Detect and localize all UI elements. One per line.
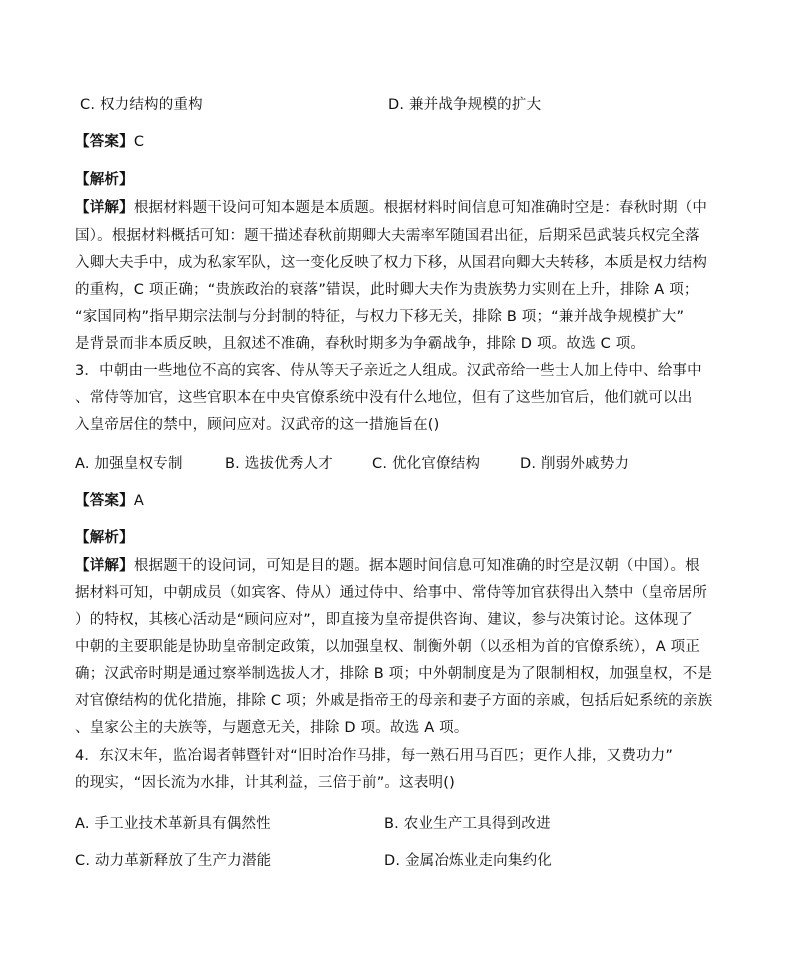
q3-stem-line-1: 3．中朝由一些地位不高的宾客、侍从等天子亲近之人组成。汉武帝给一些士人加上侍中、给事中 <box>75 363 702 379</box>
q4-option-b: B. 农业生产工具得到改进 <box>384 816 551 832</box>
q3-detail-line-6: 对官僚结构的优化措施，排除 C 项；外戚是指帝王的母亲和妻子方面的亲戚，包括后妃系统的亲族 <box>75 693 713 709</box>
q3-detail-line-2: 据材料可知，中朝成员（如宾客、侍从）通过侍中、给事中、常侍等加官获得出入禁中（皇帝居所 <box>75 585 708 601</box>
q3-detail-line-5: 确；汉武帝时期是通过察举制选拔人才，排除 B 项；中外朝制度是为了限制相权，加强皇权，不是 <box>75 666 713 682</box>
q2-detail-line-3: 入卿大夫手中，成为私家军队，这一变化反映了权力下移，从国君向卿大夫转移，本质是权力结构 <box>75 255 708 271</box>
q2-detail-line-6: 是背景而非本质反映，且叙述不准确，春秋时期多为争霸战争，排除 D 项。故选 C 项。 <box>75 336 646 352</box>
q4-stem-line-1: 4．东汉末年，监冶谒者韩暨针对“旧时冶作马排，每一熟石用马百匹；更作人排，又费功力” <box>75 748 674 764</box>
q4-stem-line-2: 的现实，“因长流为水排，计其利益，三倍于前”。这表明() <box>75 775 455 791</box>
q3-stem-line-3: 入皇帝居住的禁中，顾问应对。汉武帝的这一措施旨在() <box>75 417 440 433</box>
q2-detail-line-5: “家国同构”指早期宗法制与分封制的特征，与权力下移无关，排除 B 项；“兼并战争规模扩大” <box>75 309 685 325</box>
q3-answer-value: A <box>133 493 144 509</box>
q3-option-d: D. 削弱外戚势力 <box>520 456 630 472</box>
detail-tag: 【详解】 <box>75 558 134 574</box>
q2-option-c: C. 权力结构的重构 <box>80 97 203 113</box>
q3-option-b: B. 选拔优秀人才 <box>225 456 333 472</box>
q2-detail-line-4: 的重构，C 项正确；“贵族政治的衰落”错误，此时卿大夫作为贵族势力实则在上升，排除 A 项； <box>75 282 699 298</box>
q3-answer-line <box>75 491 144 511</box>
q3-stem-line-2: 、常侍等加官，这些官职本在中央官僚系统中没有什么地位，但有了这些加官后，他们就可以出 <box>75 390 693 406</box>
q3-option-a: A. 加强皇权专制 <box>75 456 183 472</box>
q3-detail-line-4: 中朝的主要职能是协助皇帝制定政策，以加强皇权、制衡外朝（以丞相为首的官僚系统），A 项正 <box>75 639 701 655</box>
q4-option-a: A. 手工业技术革新具有偶然性 <box>75 816 271 832</box>
q3-option-c: C. 优化官僚结构 <box>372 456 481 472</box>
q2-answer-line <box>75 132 144 152</box>
q3-detail-line-1 <box>75 556 700 576</box>
detail-tag: 【详解】 <box>75 200 134 216</box>
q3-analysis-tag: 【解析】 <box>75 530 134 546</box>
q3-detail-line-3: ）的特权，其核心活动是“顾问应对”，即直接为皇帝提供咨询、建议，参与决策讨论。这体现了 <box>75 612 694 628</box>
q3-detail-text: 根据题干的设问词，可知是目的题。据本题时间信息可知准确的时空是汉朝（中国）。根 <box>133 558 700 574</box>
q2-option-d: D. 兼并战争规模的扩大 <box>388 97 542 113</box>
q2-detail-line-1 <box>75 198 707 218</box>
answer-tag: 【答案】 <box>75 134 134 150</box>
q4-option-c: C. 动力革新释放了生产力潜能 <box>75 853 272 869</box>
q2-detail-text: 根据材料题干设问可知本题是本质题。根据材料时间信息可知准确时空是：春秋时期（中 <box>133 200 708 216</box>
q4-option-d: D. 金属冶炼业走向集约化 <box>384 853 552 869</box>
answer-tag: 【答案】 <box>75 493 134 509</box>
q2-analysis-tag: 【解析】 <box>75 172 134 188</box>
q3-detail-line-7: 、皇家公主的夫族等，与题意无关，排除 D 项。故选 A 项。 <box>75 720 469 736</box>
q2-answer-value: C <box>133 134 145 150</box>
q2-detail-line-2: 国）。根据材料概括可知：题干描述春秋前期卿大夫需率军随国君出征，后期采邑武装兵权完全落 <box>75 228 700 244</box>
